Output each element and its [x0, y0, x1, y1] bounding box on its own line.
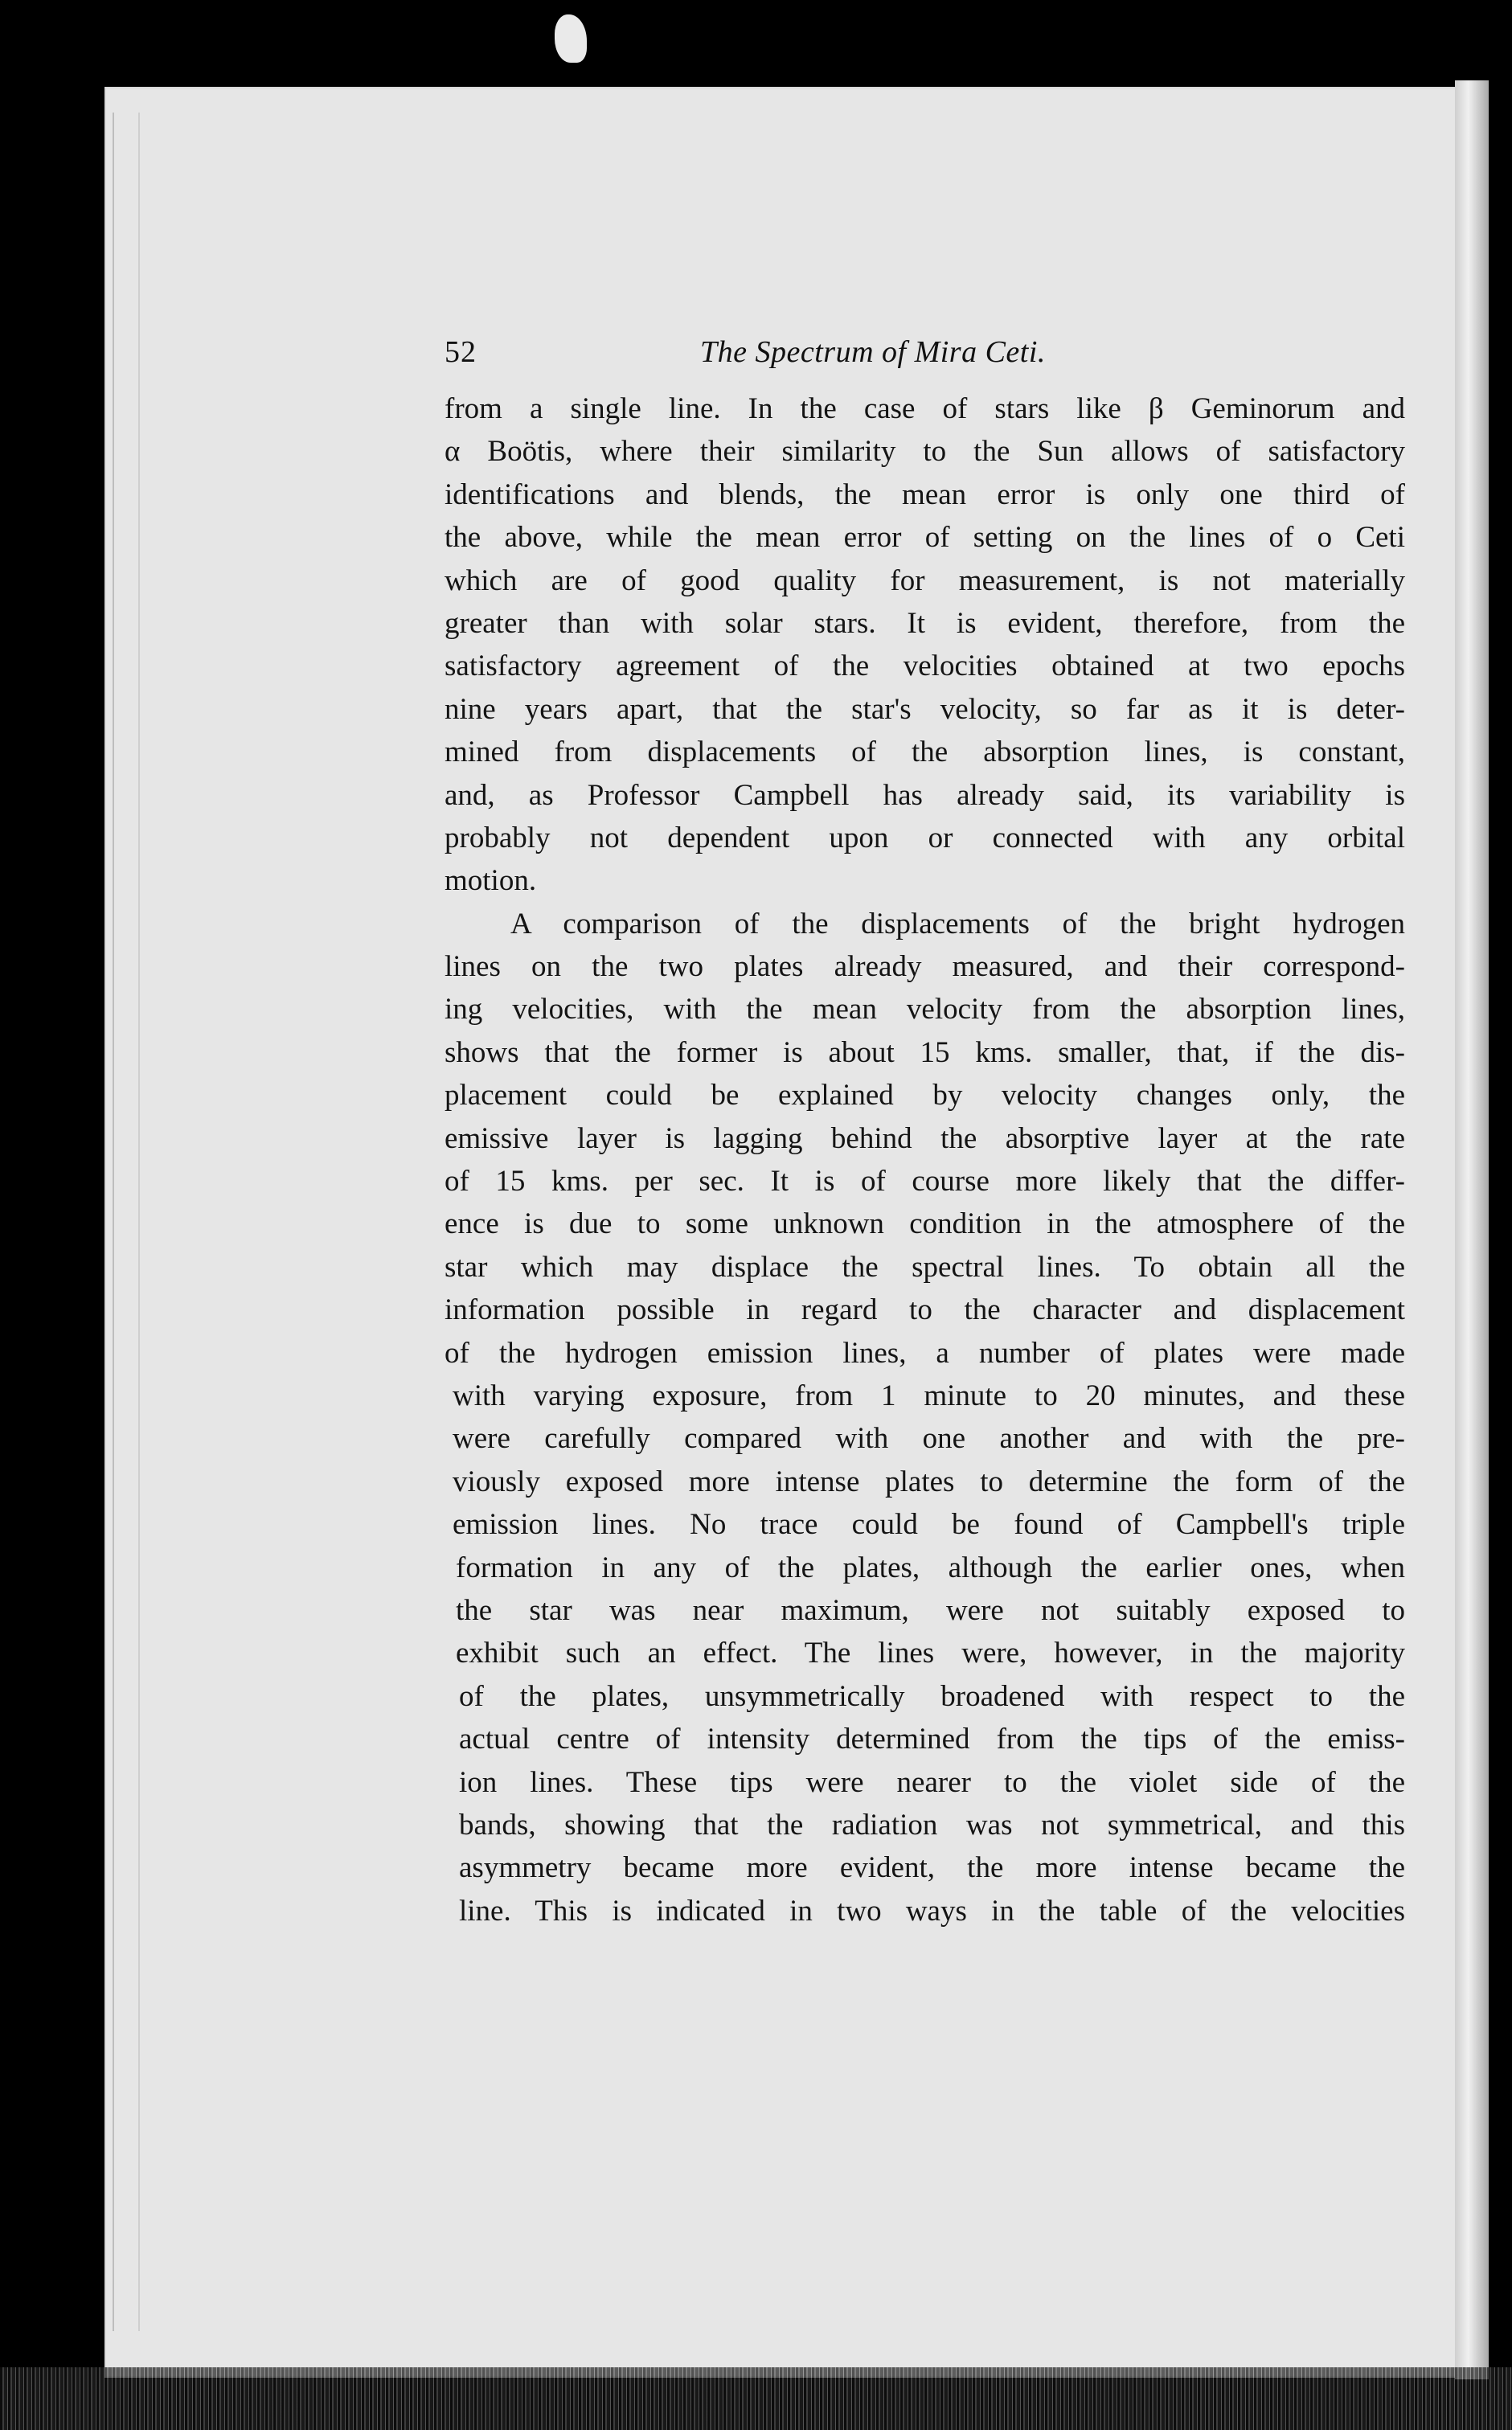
text-line: and, as Professor Campbell has already said, its variability is	[445, 778, 1405, 812]
scan-bottom-edge	[0, 2367, 1512, 2430]
text-line: of 15 kms. per sec. It is of course more likely that the differ-	[445, 1165, 1405, 1199]
text-line: identifications and blends, the mean error is only one third of	[445, 477, 1405, 511]
body-text	[445, 387, 1405, 1932]
page-fore-edge	[1455, 80, 1489, 2379]
text-line: α Boötis, where their similarity to the Sun allows of satisfactory	[445, 435, 1405, 469]
text-line: satisfactory agreement of the velocities obtained at two epochs	[445, 650, 1405, 683]
text-line: greater than with solar stars. It is evident, therefore, from the	[445, 606, 1405, 640]
text-line: ion lines. These tips were nearer to the violet side of the	[459, 1765, 1405, 1799]
text-line: emissive layer is lagging behind the absorptive layer at the rate	[445, 1121, 1405, 1155]
text-line: actual centre of intensity determined from the tips of the emiss-	[459, 1723, 1405, 1756]
text-line: emission lines. No trace could be found of Campbell's triple	[453, 1508, 1405, 1542]
text-line: formation in any of the plates, although the earlier ones, when	[456, 1551, 1405, 1584]
page-number: 52	[445, 335, 477, 369]
text-line: the star was near maximum, were not suitably exposed to	[456, 1593, 1405, 1627]
text-line: were carefully compared with one another and with the pre-	[453, 1422, 1405, 1456]
scan-artifact-mark	[555, 14, 587, 63]
text-line: nine years apart, that the star's velocity, so far as it is deter-	[445, 692, 1405, 726]
text-line: mined from displacements of the absorption lines, is constant,	[445, 736, 1405, 769]
text-line: of the hydrogen emission lines, a number of plates were made	[445, 1336, 1405, 1370]
text-line: bands, showing that the radiation was not symmetrical, and this	[459, 1808, 1405, 1842]
text-line: from a single line. In the case of stars like β Geminorum and	[445, 392, 1405, 425]
text-line: which are of good quality for measurement, is not materially	[445, 563, 1405, 597]
text-line: shows that the former is about 15 kms. smaller, that, if the dis-	[445, 1035, 1405, 1069]
text-line: motion.	[445, 864, 537, 898]
text-line: A comparison of the displacements of the bright hydrogen	[510, 907, 1405, 940]
text-line: line. This is indicated in two ways in the table of the velocities	[459, 1894, 1405, 1928]
text-line: exhibit such an effect. The lines were, however, in the majority	[456, 1637, 1405, 1670]
text-line: information possible in regard to the character and displacement	[445, 1293, 1405, 1327]
text-line: probably not dependent upon or connected with any orbital	[445, 821, 1405, 854]
text-line: with varying exposure, from 1 minute to 20 minutes, and these	[453, 1379, 1405, 1412]
text-line: lines on the two plates already measured, and their correspond-	[445, 950, 1405, 984]
text-line: asymmetry became more evident, the more intense became the	[459, 1851, 1405, 1885]
text-line: star which may displace the spectral lines. To obtain all the	[445, 1250, 1405, 1284]
text-line: placement could be explained by velocity changes only, the	[445, 1079, 1405, 1113]
running-title: The Spectrum of Mira Ceti.	[700, 335, 1046, 369]
text-line: ence is due to some unknown condition in the atmosphere of the	[445, 1207, 1405, 1241]
page-binding-edge	[113, 113, 140, 2331]
running-head	[445, 328, 1405, 379]
text-line: of the plates, unsymmetrically broadened with respect to the	[459, 1679, 1405, 1713]
text-line: viously exposed more intense plates to determine the form of the	[453, 1465, 1405, 1498]
text-line: the above, while the mean error of setting on the lines of o Ceti	[445, 521, 1405, 555]
text-line: ing velocities, with the mean velocity from the absorption lines,	[445, 993, 1405, 1027]
